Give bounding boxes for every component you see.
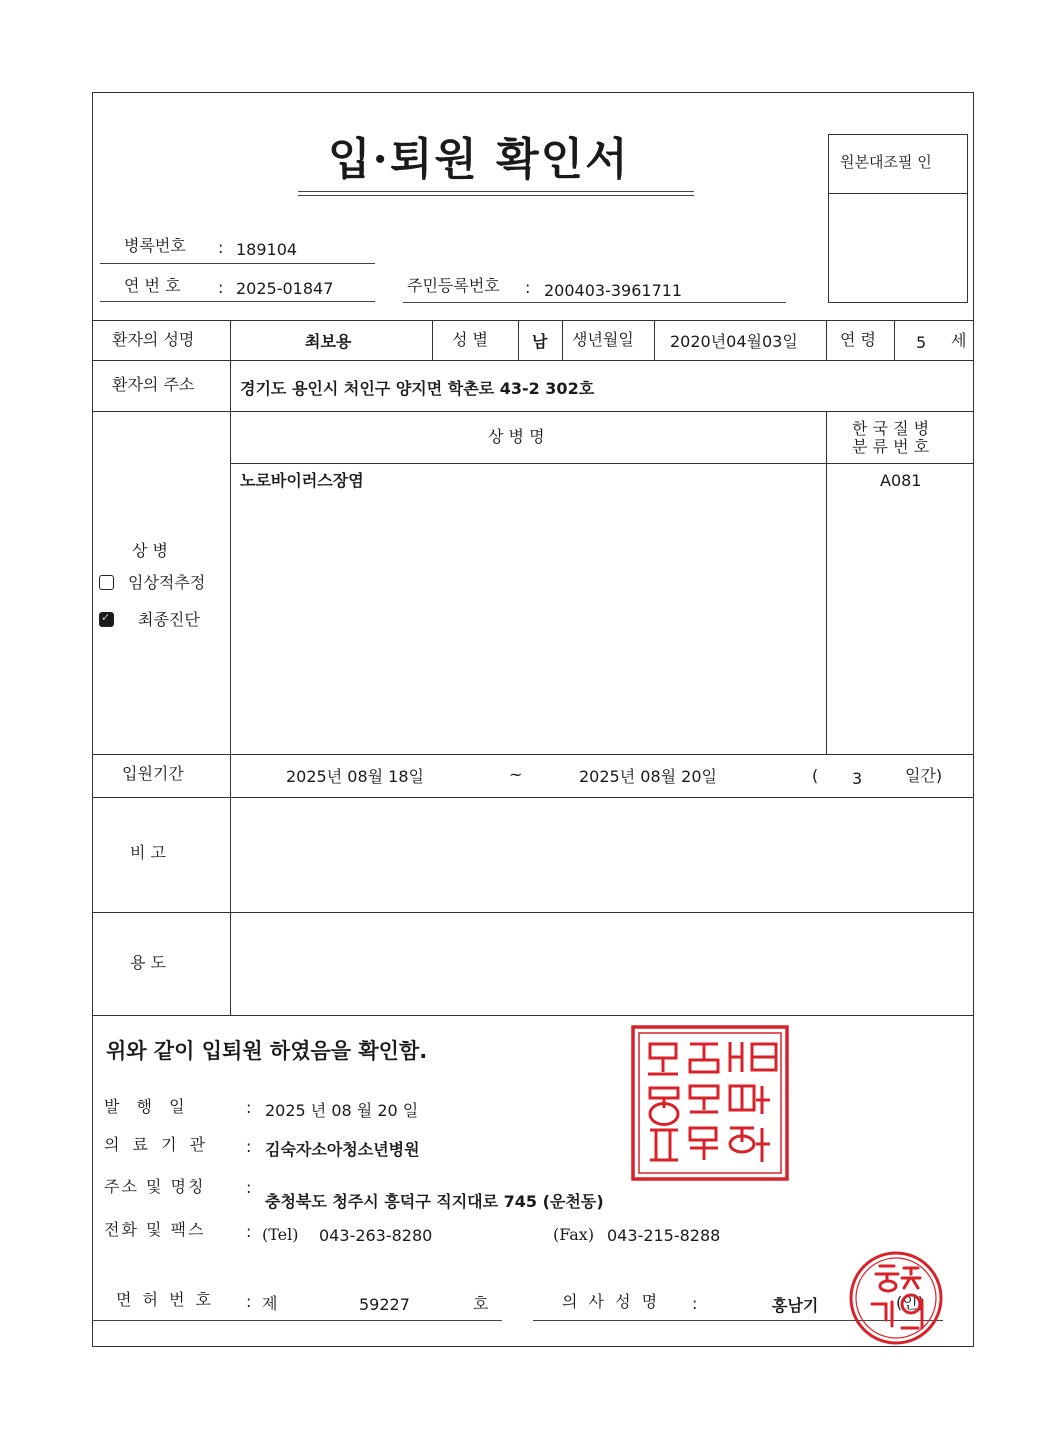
title-underline: [298, 191, 694, 192]
sex-label: 성 별: [452, 330, 488, 349]
issue-date-label: 발 행 일: [104, 1097, 191, 1116]
disease-code-header-2: 분 류 번 호: [852, 437, 930, 456]
dob-value: 2020년04월03일: [670, 332, 798, 351]
admission-days: 3: [852, 769, 863, 788]
admission-start: 2025년 08월 18일: [286, 767, 424, 786]
issue-date-colon: :: [246, 1098, 252, 1117]
age-unit: 세: [951, 331, 967, 350]
license-underline: [92, 1320, 502, 1321]
age-value: 5: [916, 333, 927, 352]
doctor-seal-stamp: [846, 1248, 946, 1348]
chart-no-value: 189104: [236, 240, 298, 259]
dob-value-divider: [654, 320, 655, 360]
disease-code-header-1: 한 국 질 병: [852, 419, 930, 438]
final-diagnosis-label: 최종진단: [138, 610, 200, 629]
license-label: 면 허 번 호: [116, 1290, 215, 1309]
clinical-estimate-label: 임상적추정: [128, 573, 206, 592]
diagnosis-row-bottom: [92, 754, 974, 755]
age-label: 연 령: [840, 330, 876, 349]
tel-prefix: (Tel): [262, 1225, 299, 1244]
hospital-seal-stamp: [630, 1024, 790, 1182]
license-colon: :: [246, 1292, 252, 1311]
purpose-label: 용 도: [130, 953, 166, 972]
document-title: 입·퇴원 확인서: [328, 134, 630, 185]
stamp-box-divider: [828, 193, 968, 194]
chart-no-underline: [100, 263, 375, 264]
patient-address-label: 환자의 주소: [112, 375, 195, 394]
diagnosis-header-bottom: [230, 463, 974, 464]
doctor-seal-mark: (인): [896, 1293, 924, 1312]
doctor-colon: :: [692, 1294, 698, 1313]
diagnosis-code-divider: [826, 411, 827, 754]
chart-no-colon: :: [218, 238, 224, 257]
admission-row-bottom: [92, 797, 974, 798]
disease-name-value: 노로바이러스장염: [240, 471, 364, 490]
admission-days-unit: 일간): [905, 766, 943, 785]
clinical-estimate-checkbox[interactable]: [99, 575, 114, 590]
stamp-box-label: 원본대조필 인: [840, 153, 932, 171]
institution-colon: :: [246, 1137, 252, 1156]
rrn-value: 200403-3961711: [544, 281, 683, 300]
fax-value: 043-215-8288: [607, 1226, 721, 1245]
patient-name-label: 환자의 성명: [112, 330, 195, 349]
disease-code-value: A081: [880, 471, 922, 490]
address-row-bottom: [92, 411, 974, 412]
license-prefix: 제: [262, 1294, 278, 1313]
phone-colon: :: [246, 1222, 252, 1241]
admission-period-label: 입원기간: [122, 764, 184, 783]
patient-name-value: 최보용: [305, 332, 352, 351]
serial-underline: [100, 301, 375, 302]
patient-address-value: 경기도 용인시 처인구 양지면 학촌로 43-2 302호: [240, 379, 595, 398]
institution-value: 김숙자소아청소년병원: [265, 1140, 420, 1159]
age-value-divider: [894, 320, 895, 360]
admission-end: 2025년 08월 20일: [579, 767, 717, 786]
fax-prefix: (Fax): [553, 1225, 595, 1244]
chart-no-label: 병록번호: [124, 236, 186, 255]
remarks-label: 비 고: [130, 843, 166, 862]
label-column-divider: [230, 320, 231, 1015]
serial-value: 2025-01847: [236, 279, 334, 298]
remarks-row-bottom: [92, 912, 974, 913]
address-colon: :: [246, 1178, 252, 1197]
admission-paren: (: [812, 766, 819, 785]
dob-label: 생년월일: [572, 330, 634, 349]
rrn-label: 주민등록번호: [407, 276, 500, 295]
institution-label: 의 료 기 관: [104, 1135, 210, 1154]
table-top-line: [92, 320, 974, 321]
title-underline-2: [298, 195, 694, 196]
serial-colon: :: [218, 278, 224, 297]
doctor-name: 홍남기: [772, 1296, 819, 1315]
name-sex-divider: [432, 320, 433, 360]
sex-value-divider: [518, 320, 519, 360]
license-number: 59227: [359, 1295, 410, 1314]
rrn-colon: :: [525, 278, 531, 297]
name-row-bottom: [92, 360, 974, 361]
confirmation-statement: 위와 같이 입퇴원 하였음을 확인함.: [106, 1039, 428, 1063]
diagnosis-section-label: 상 병: [132, 541, 168, 560]
phone-label: 전화 및 팩스: [104, 1220, 206, 1239]
dob-age-divider: [826, 320, 827, 360]
address-label: 주소 및 명칭: [104, 1177, 206, 1196]
admission-tilde: ~: [509, 765, 523, 784]
disease-name-header: 상 병 명: [488, 427, 545, 446]
sex-dob-divider: [562, 320, 563, 360]
sex-value: 남: [532, 332, 548, 351]
license-suffix: 호: [473, 1294, 489, 1313]
purpose-row-bottom: [92, 1015, 974, 1016]
tel-value: 043-263-8280: [319, 1226, 433, 1245]
issue-date-value: 2025 년 08 월 20 일: [265, 1101, 419, 1120]
final-diagnosis-checkbox[interactable]: [99, 612, 114, 627]
doctor-label: 의 사 성 명: [562, 1292, 661, 1311]
rrn-underline: [403, 302, 786, 303]
serial-label: 연 번 호: [124, 276, 181, 295]
institution-address: 충청북도 청주시 흥덕구 직지대로 745 (운천동): [265, 1192, 604, 1211]
